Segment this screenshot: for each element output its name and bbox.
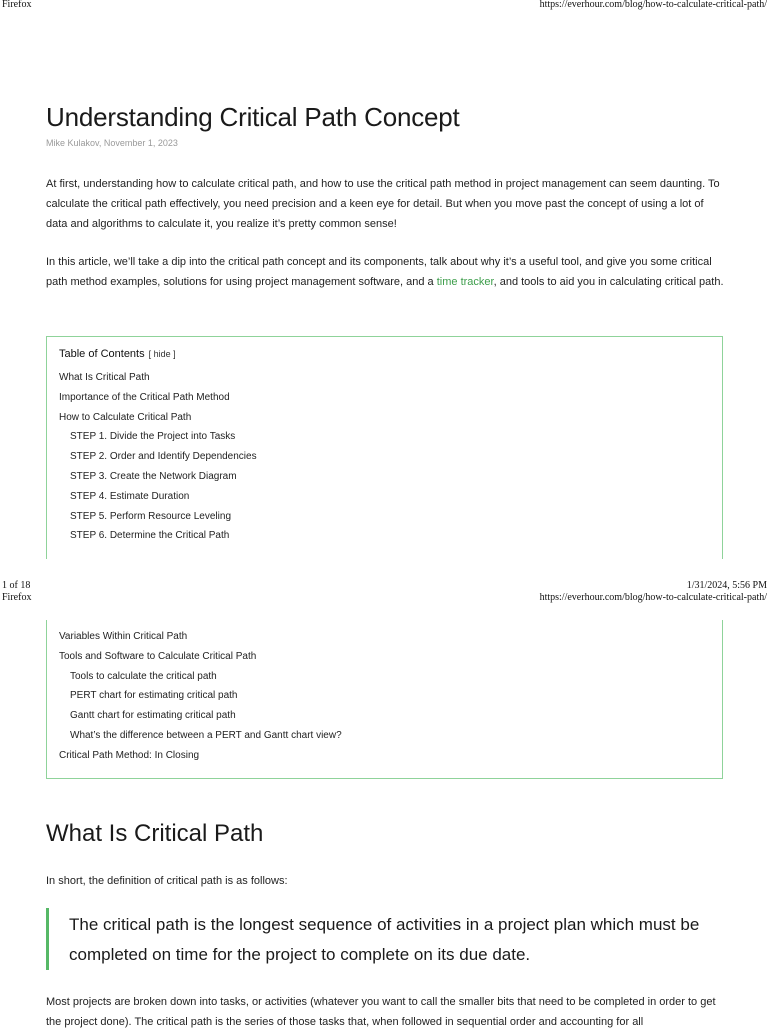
- page-url[interactable]: https://everhour.com/blog/how-to-calculate-critical-path/: [539, 0, 767, 10]
- toc-subitem[interactable]: Gantt chart for estimating critical path: [70, 710, 236, 722]
- section-heading: What Is Critical Path: [46, 820, 264, 847]
- toc-item[interactable]: Tools and Software to Calculate Critical Path: [59, 650, 257, 662]
- toc-subitem[interactable]: STEP 6. Determine the Critical Path: [70, 530, 230, 542]
- browser-name: Firefox: [2, 0, 32, 10]
- toc-title: Table of Contents: [59, 348, 145, 360]
- toc-subitem[interactable]: What’s the difference between a PERT and Gantt chart view?: [70, 729, 342, 741]
- intro-paragraph-2: [46, 252, 726, 292]
- article-title: Understanding Critical Path Concept: [46, 102, 460, 132]
- toc-subitem[interactable]: STEP 3. Create the Network Diagram: [70, 470, 237, 482]
- table-of-contents: [46, 336, 723, 559]
- toc-subitem[interactable]: STEP 4. Estimate Duration: [70, 490, 190, 502]
- page-number: 1 of 18: [2, 580, 31, 591]
- time-tracker-link[interactable]: time tracker: [436, 276, 494, 288]
- toc-header: [59, 348, 176, 360]
- article-meta: Mike Kulakov, November 1, 2023: [46, 138, 178, 148]
- toc-subitem[interactable]: STEP 1. Divide the Project into Tasks: [70, 431, 236, 443]
- toc-item[interactable]: Critical Path Method: In Closing: [59, 749, 200, 761]
- toc-item[interactable]: Importance of the Critical Path Method: [59, 391, 230, 403]
- toc-list-page2: [59, 627, 342, 766]
- page-url-page2[interactable]: https://everhour.com/blog/how-to-calculate-critical-path/: [539, 592, 767, 603]
- browser-name-page2: Firefox: [2, 592, 32, 603]
- definition-blockquote: [46, 908, 749, 970]
- toc-hide-toggle[interactable]: [ hide ]: [148, 349, 176, 359]
- toc-item[interactable]: What Is Critical Path: [59, 372, 150, 383]
- section-body: Most projects are broken down into tasks, or activities (whatever you want to call the smaller bits that need to be completed in order to get the project done). The critical path is the series of those tasks that, when followed in sequential order and accounting for all: [46, 996, 716, 1028]
- toc-list-page1: [59, 368, 257, 546]
- toc-item[interactable]: How to Calculate Critical Path: [59, 411, 192, 423]
- print-datetime: 1/31/2024, 5:56 PM: [686, 580, 767, 591]
- section-lead: In short, the definition of critical path is as follows:: [46, 875, 288, 887]
- intro-paragraph-1: At first, understanding how to calculate critical path, and how to use the critical path method in project management can seem daunting. To calculate the critical path effectively, you need precision and a keen eye for detail. But when you move past the concept of using a lot of data and algorithms to calculate it, you realize it’s pretty common sense!: [46, 178, 720, 230]
- intro-text-after-link: , and tools to aid you in calculating critical path.: [493, 276, 724, 288]
- toc-subitem[interactable]: STEP 2. Order and Identify Dependencies: [70, 451, 257, 463]
- intro-text-before-link: In this article, we’ll take a dip into the critical path concept and its components, talk about why it’s a useful tool, and give you some critical path method examples, solutions for using project management software, and a: [46, 256, 712, 288]
- table-of-contents-continued: [46, 620, 723, 779]
- toc-subitem[interactable]: STEP 5. Perform Resource Leveling: [70, 510, 232, 522]
- toc-subitem[interactable]: Tools to calculate the critical path: [70, 670, 217, 682]
- toc-item[interactable]: Variables Within Critical Path: [59, 631, 188, 642]
- quote-text: The critical path is the longest sequence of activities in a project plan which must be completed on time for the project to complete on its due date.: [69, 915, 700, 964]
- toc-subitem[interactable]: PERT chart for estimating critical path: [70, 690, 238, 702]
